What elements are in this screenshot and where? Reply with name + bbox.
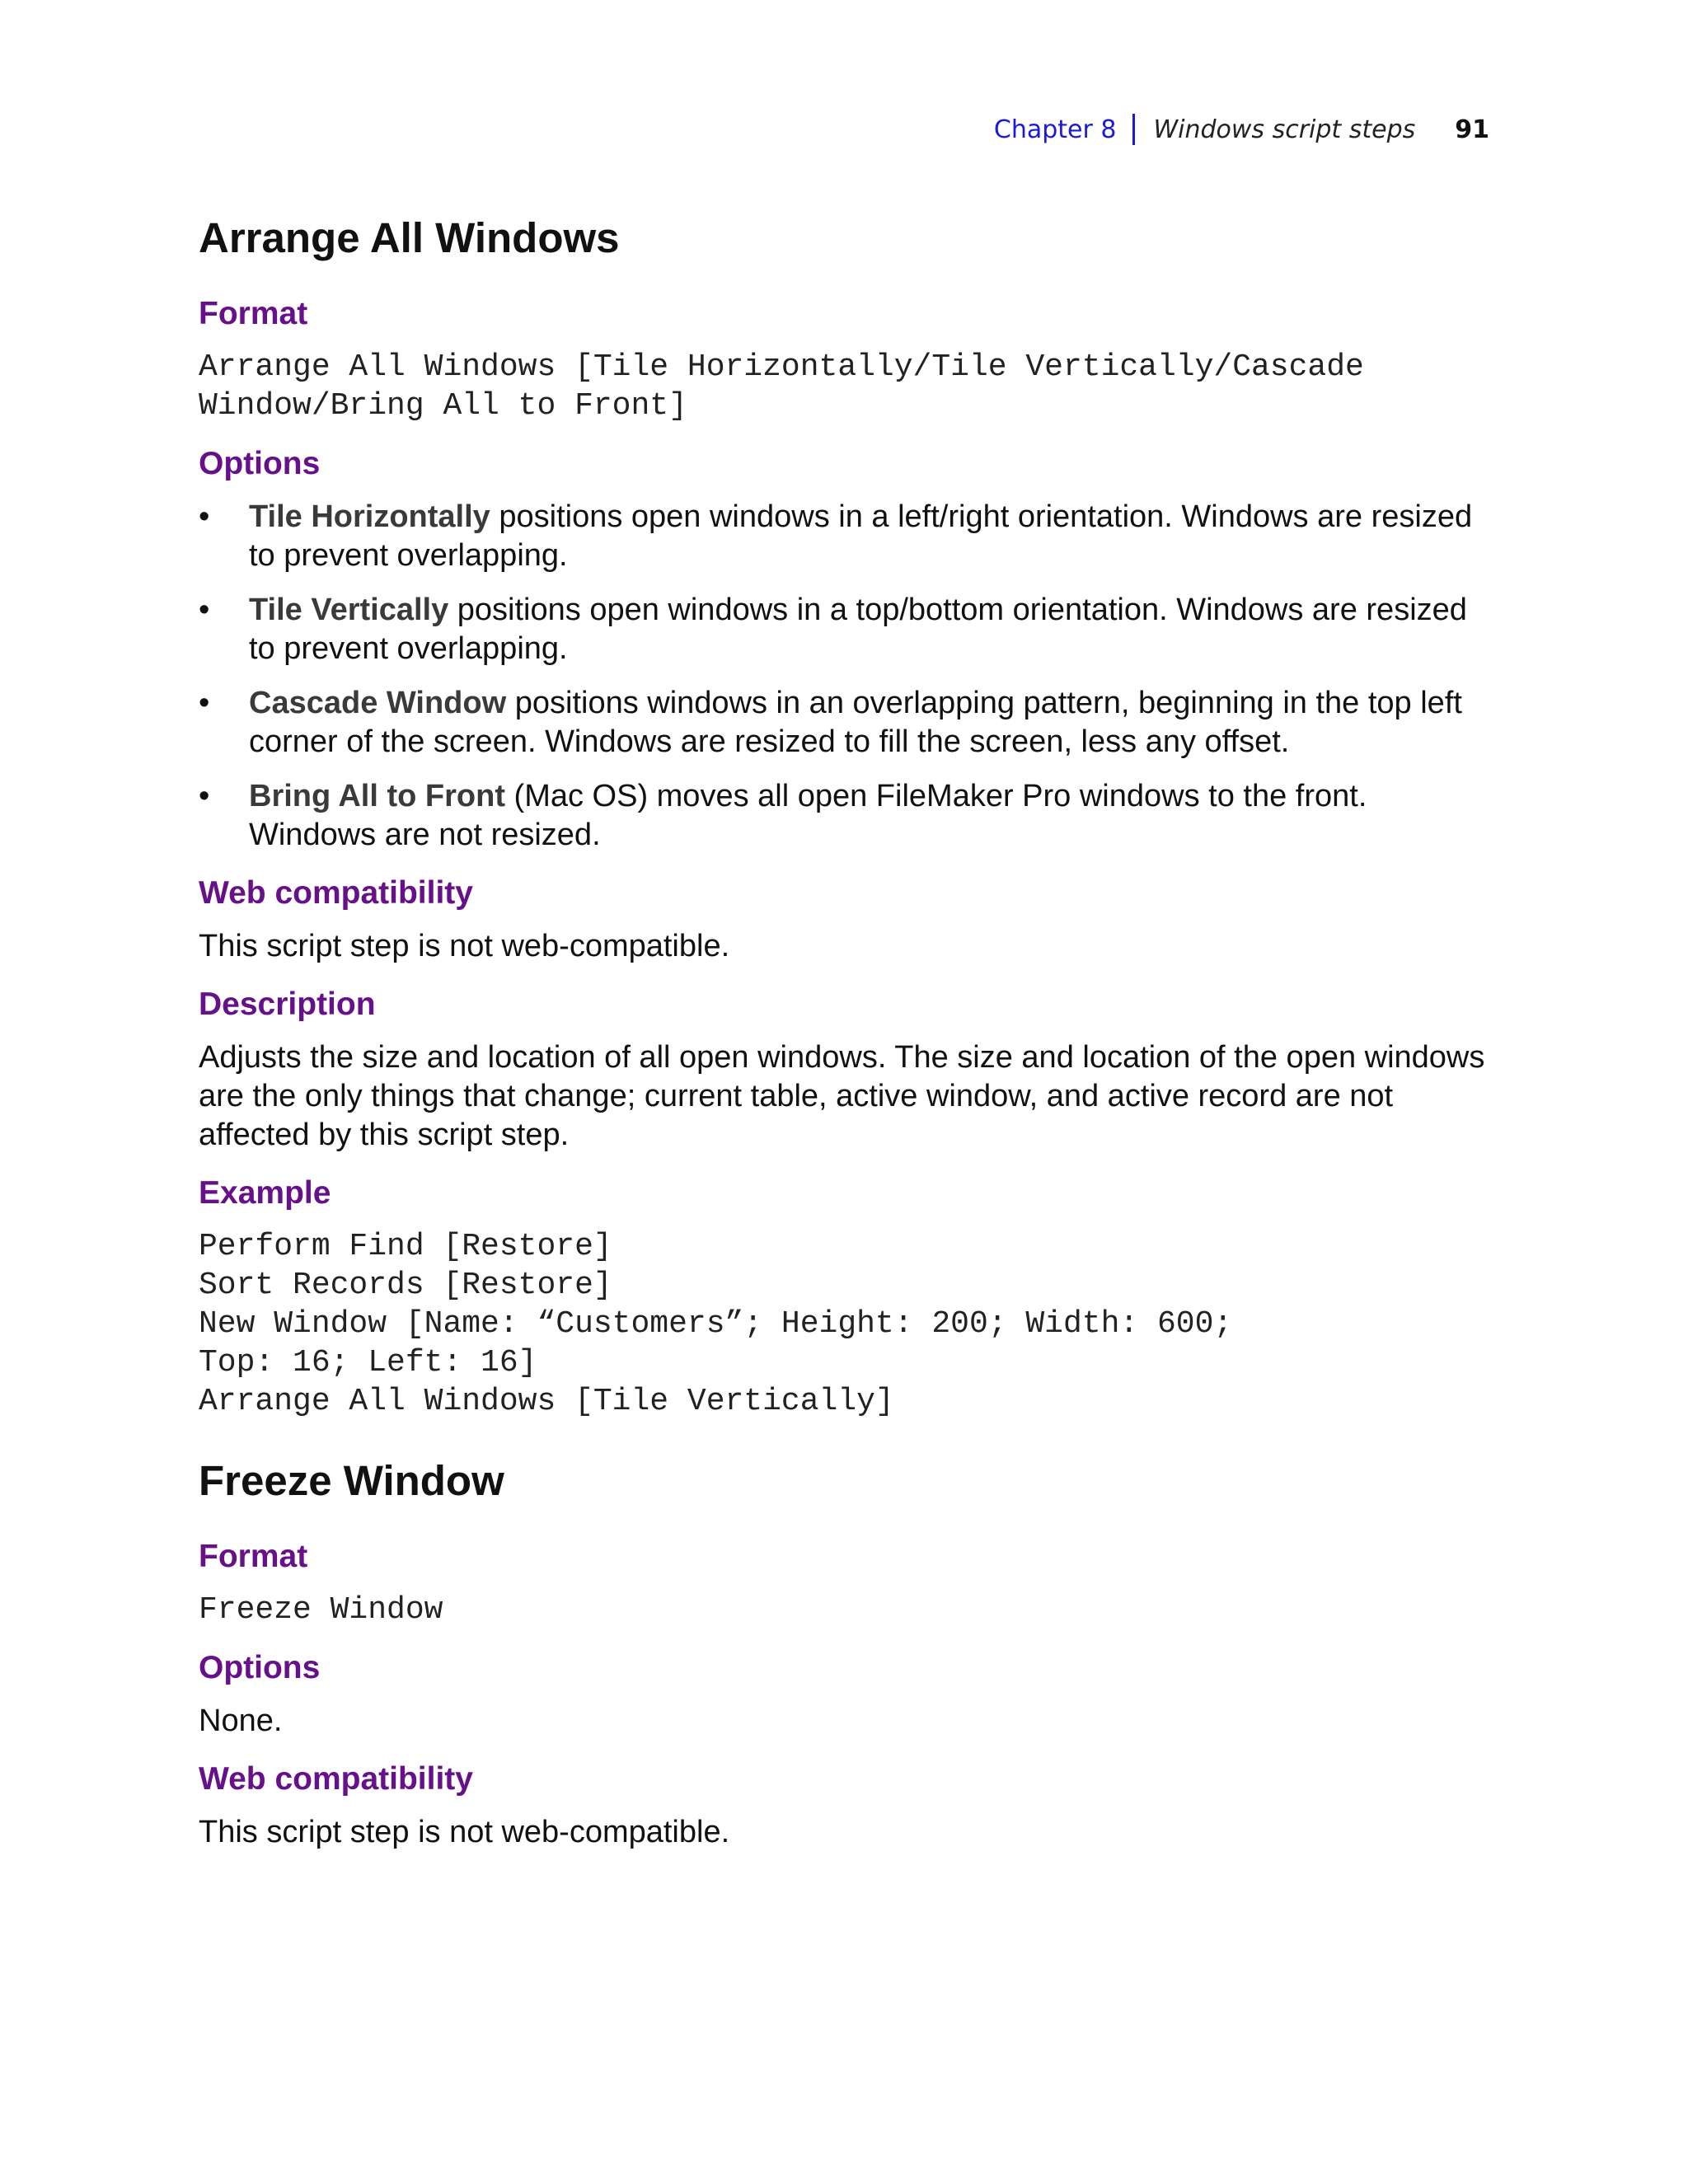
- option-item: [199, 591, 1493, 668]
- format-heading: Format: [199, 296, 308, 331]
- code-line: Window/Bring All to Front]: [199, 388, 687, 424]
- web-compatibility-heading: Web compatibility: [199, 875, 473, 911]
- option-text: positions open windows in a top/bottom orientation. Windows are resized to prevent overlapping.: [249, 593, 1467, 666]
- option-text: (Mac OS) moves all open FileMaker Pro windows to the front. Windows are not resized.: [249, 779, 1367, 852]
- page-number: 91: [1455, 115, 1489, 144]
- description-heading: Description: [199, 987, 376, 1022]
- options-heading: Options: [199, 1650, 321, 1685]
- option-item: [199, 498, 1493, 575]
- section-title-arrange-all-windows: Arrange All Windows: [199, 214, 620, 261]
- web-compatibility-text: This script step is not web-compatible.: [199, 1815, 730, 1849]
- options-text: None.: [199, 1704, 283, 1738]
- code-line: New Window [Name: “Customers”; Height: 200; Width: 600;: [199, 1306, 1233, 1342]
- section-title-freeze-window: Freeze Window: [199, 1457, 504, 1504]
- option-item: [199, 684, 1493, 762]
- code-line: Arrange All Windows [Tile Vertically]: [199, 1384, 894, 1419]
- option-term: Tile Vertically: [249, 593, 449, 627]
- example-heading: Example: [199, 1175, 331, 1211]
- format-code-block: [199, 1591, 1493, 1629]
- option-item: [199, 777, 1493, 855]
- page-content: [199, 209, 1493, 1852]
- format-heading: Format: [199, 1539, 308, 1574]
- web-compatibility-heading: Web compatibility: [199, 1761, 473, 1797]
- format-code-block: [199, 348, 1493, 425]
- header-section-title: Windows script steps: [1153, 115, 1416, 144]
- options-list: [199, 498, 1493, 855]
- code-line: Perform Find [Restore]: [199, 1229, 612, 1264]
- example-code-block: [199, 1227, 1493, 1421]
- web-compatibility-text: This script step is not web-compatible.: [199, 929, 730, 963]
- code-line: Sort Records [Restore]: [199, 1268, 612, 1303]
- options-heading: Options: [199, 446, 321, 481]
- header-divider: [1132, 114, 1135, 145]
- option-text: positions open windows in a left/right orientation. Windows are resized to prevent overlapping.: [249, 499, 1473, 573]
- page-header: [994, 114, 1489, 145]
- code-line: Freeze Window: [199, 1592, 443, 1628]
- option-term: Bring All to Front: [249, 779, 505, 813]
- code-line: Top: 16; Left: 16]: [199, 1345, 537, 1380]
- code-line: Arrange All Windows [Tile Horizontally/Tile Vertically/Cascade: [199, 349, 1364, 385]
- chapter-label: Chapter 8: [993, 115, 1117, 144]
- option-term: Cascade Window: [249, 686, 507, 720]
- description-text: Adjusts the size and location of all open windows. The size and location of the open windows are the only things that change; current table, active window, and active record are not affected by this script step.: [199, 1040, 1485, 1152]
- option-term: Tile Horizontally: [249, 499, 490, 534]
- option-text: positions windows in an overlapping pattern, beginning in the top left corner of the screen. Windows are resized to fill the screen, less any offset.: [249, 686, 1462, 759]
